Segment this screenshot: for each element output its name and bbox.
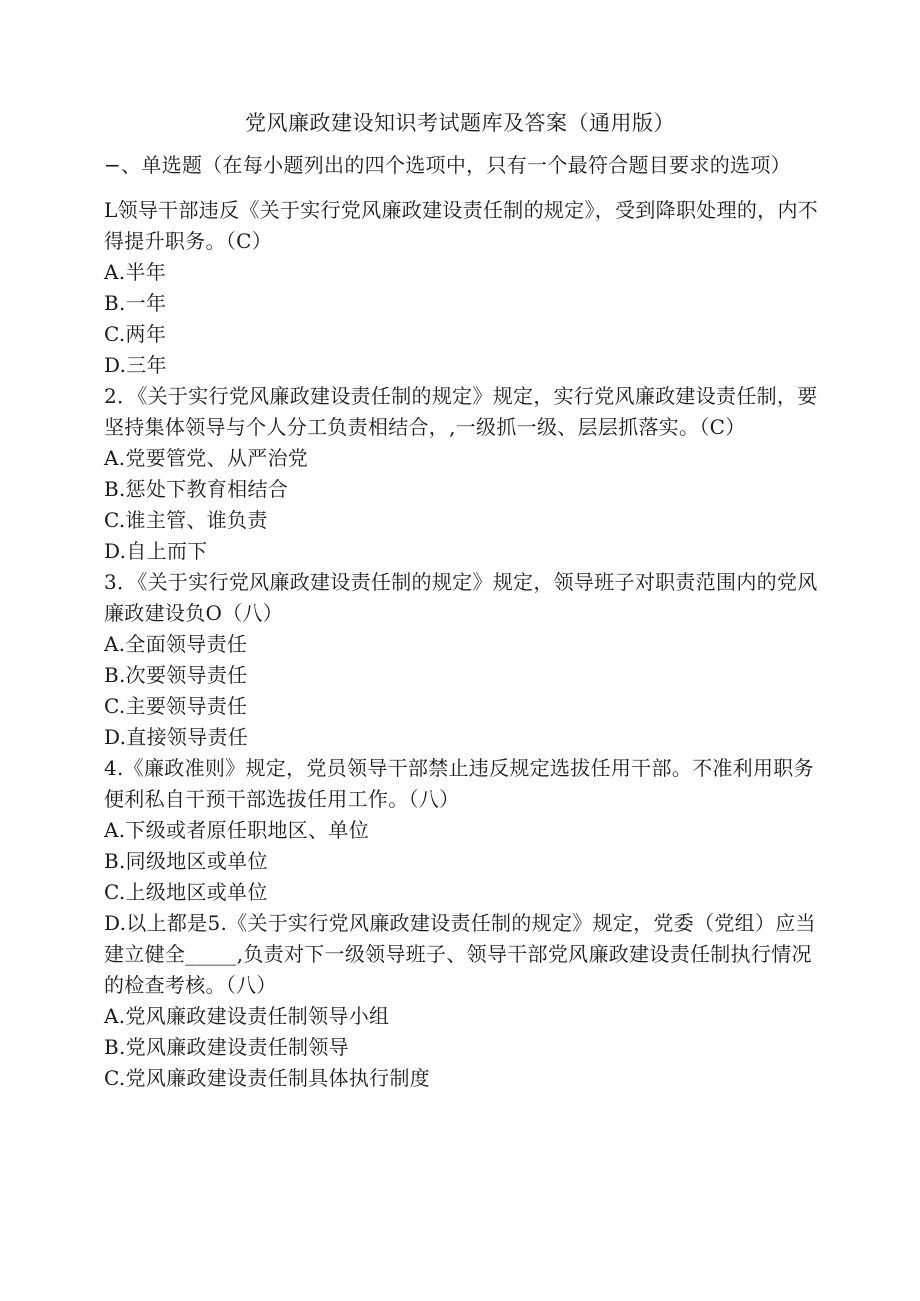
- question-1-option-a: A.半年: [104, 260, 167, 284]
- question-2-option-d: D.自上而下: [104, 539, 208, 563]
- question-3-option-d: D.直接领导责任: [104, 725, 249, 749]
- section-heading: −、单选题（在每小题列出的四个选项中，只有一个最符合题目要求的选项）: [104, 153, 791, 177]
- question-3-option-c: C.主要领导责任: [104, 694, 248, 718]
- question-2-option-a: A.党要管党、从严治党: [104, 446, 309, 470]
- question-4-option-d-and-question-5: D.以上都是5.《关于实行党风廉政建设责任制的规定》规定，党委（党组）应当建立健全_____,负责对下一级领导班子、领导干部党风廉政建设责任制执行情况的检查考核。（八）: [104, 911, 816, 997]
- question-4-option-a: A.下级或者原任职地区、单位: [104, 818, 370, 842]
- question-1-option-b: B.一年: [104, 291, 167, 315]
- question-3-option-b: B.次要领导责任: [104, 663, 248, 687]
- question-5-option-b: B.党风廉政建设责任制领导: [104, 1035, 349, 1059]
- question-2-option-c: C.谁主管、谁负责: [104, 508, 268, 532]
- document-body: [104, 150, 820, 1094]
- document-title: 党风廉政建设知识考试题库及答案（通用版）: [245, 111, 675, 135]
- question-1: L领导干部违反《关于实行党风廉政建设责任制的规定》，受到降职处理的，内不得提升职务。（C）: [104, 198, 819, 253]
- question-3: 3．《关于实行党风廉政建设责任制的规定》规定，领导班子对职责范围内的党风廉政建设负O（八）: [104, 570, 818, 625]
- question-2-option-b: B.惩处下教育相结合: [104, 477, 289, 501]
- question-5-option-a: A.党风廉政建设责任制领导小组: [104, 1004, 390, 1028]
- question-4-option-c: C.上级地区或单位: [104, 880, 268, 904]
- question-2: 2．《关于实行党风廉政建设责任制的规定》规定，实行党风廉政建设责任制，要坚持集体领导与个人分工负责相结合，,一级抓一级、层层抓落实。（C）: [104, 384, 818, 439]
- question-1-option-d: D.三年: [104, 353, 167, 377]
- question-1-option-c: C.两年: [104, 322, 167, 346]
- question-4-option-b: B.同级地区或单位: [104, 849, 268, 873]
- question-3-option-a: A.全面领导责任: [104, 632, 248, 656]
- question-5-option-c: C.党风廉政建设责任制具体执行制度: [104, 1066, 431, 1090]
- question-4: 4.《廉政准则》规定，党员领导干部禁止违反规定选拔任用干部。不准利用职务便利私自干预干部选拔任用工作。（八）: [104, 756, 814, 811]
